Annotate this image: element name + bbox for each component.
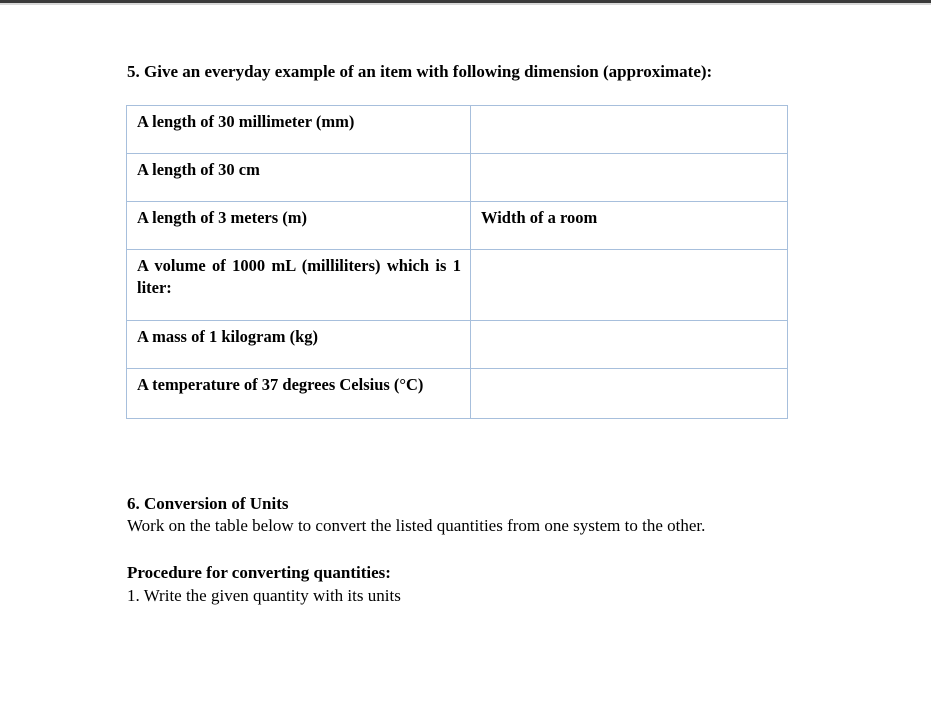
table-row — [127, 202, 788, 250]
dimension-cell: A length of 3 meters (m) — [127, 202, 471, 250]
question-6-heading: 6. Conversion of Units — [127, 494, 289, 513]
table-row — [127, 250, 788, 321]
dimension-cell: A length of 30 millimeter (mm) — [127, 106, 471, 154]
dimension-cell: A length of 30 cm — [127, 154, 471, 202]
example-cell[interactable] — [471, 369, 788, 419]
example-cell[interactable] — [471, 106, 788, 154]
question-6-instruction: Work on the table below to convert the listed quantities from one system to the other. — [127, 516, 706, 535]
dimension-examples-table — [126, 105, 788, 419]
dimension-cell: A volume of 1000 mL (milliliters) which is 1 liter: — [127, 250, 471, 321]
table-row — [127, 369, 788, 419]
dimension-cell: A mass of 1 kilogram (kg) — [127, 321, 471, 369]
example-cell[interactable] — [471, 154, 788, 202]
procedure-heading: Procedure for converting quantities: — [127, 563, 391, 582]
example-cell[interactable] — [471, 321, 788, 369]
example-cell[interactable] — [471, 250, 788, 321]
procedure-step: 1. Write the given quantity with its units — [127, 586, 401, 605]
example-cell[interactable]: Width of a room — [471, 202, 788, 250]
table-row — [127, 154, 788, 202]
window-top-shadow — [0, 3, 931, 5]
table-row — [127, 321, 788, 369]
table-row — [127, 106, 788, 154]
question-5-heading: 5. Give an everyday example of an item with following dimension (approximate): — [127, 62, 713, 81]
dimension-cell: A temperature of 37 degrees Celsius (°C) — [127, 369, 471, 419]
